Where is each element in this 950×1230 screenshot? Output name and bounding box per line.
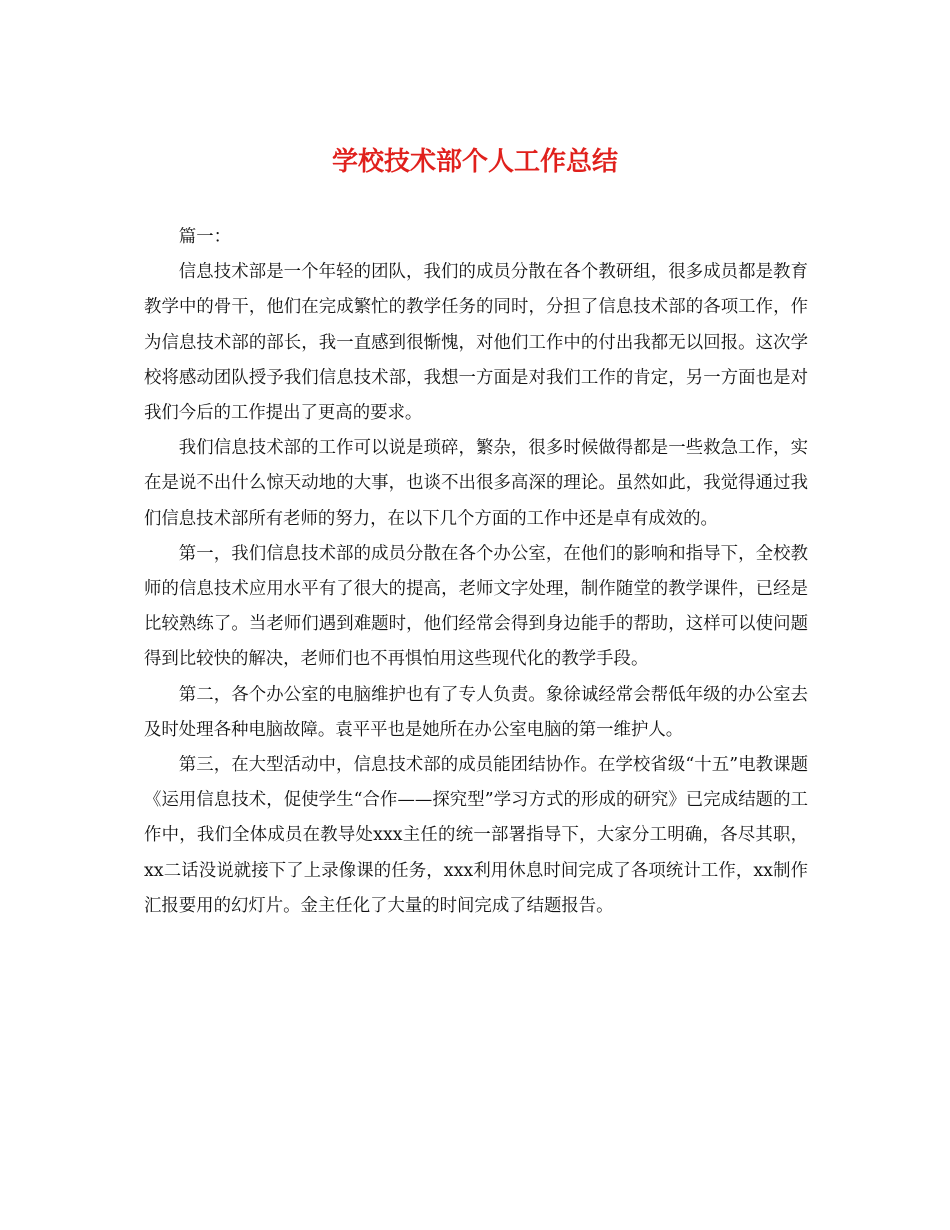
- paragraph-section-label: 篇一：: [178, 227, 231, 247]
- paragraph-point-three: 第三，在大型活动中，信息技术部的成员能团结协作。在学校省级“十五”电教课题《运用信息技术，促使学生“合作——探究型”学习方式的形成的研究》已完成结题的工作中，我们全体成员在教导处xxx主任的统一部署指导下，大家分工明确，各尽其职，xx二话没说就接下了上录像课的任务，xxx利用休息时间完成了各项统计工作，xx制作汇报要用的幻灯片。金主任化了大量的时间完成了结题报告。: [144, 755, 808, 916]
- paragraph-intro: 信息技术部是一个年轻的团队，我们的成员分散在各个教研组，很多成员都是教育教学中的骨干，他们在完成繁忙的教学任务的同时，分担了信息技术部的各项工作，作为信息技术部的部长，我一直感到很惭愧，对他们工作中的付出我都无以回报。这次学校将感动团队授予我们信息技术部，我想一方面是对我们工作的肯定，另一方面也是对我们今后的工作提出了更高的要求。: [144, 262, 808, 424]
- paragraph-point-one: 第一，我们信息技术部的成员分散在各个办公室，在他们的影响和指导下，全校教师的信息技术应用水平有了很大的提高，老师文字处理，制作随堂的教学课件，已经是比较熟练了。当老师们遇到难题时，他们经常会得到身边能手的帮助，这样可以使问题得到比较快的解决，老师们也不再惧怕用这些现代化的教学手段。: [144, 543, 808, 670]
- paragraph-overview: 我们信息技术部的工作可以说是琐碎，繁杂，很多时候做得都是一些救急工作，实在是说不出什么惊天动地的大事，也谈不出很多高深的理论。虽然如此，我觉得通过我们信息技术部所有老师的努力，在以下几个方面的工作中还是卓有成效的。: [144, 438, 808, 529]
- document-title: 学校技术部个人工作总结: [331, 147, 618, 177]
- paragraph-point-two: 第二，各个办公室的电脑维护也有了专人负责。象徐诚经常会帮低年级的办公室去及时处理各种电脑故障。袁平平也是她所在办公室电脑的第一维护人。: [144, 684, 808, 740]
- document-body: [144, 220, 808, 924]
